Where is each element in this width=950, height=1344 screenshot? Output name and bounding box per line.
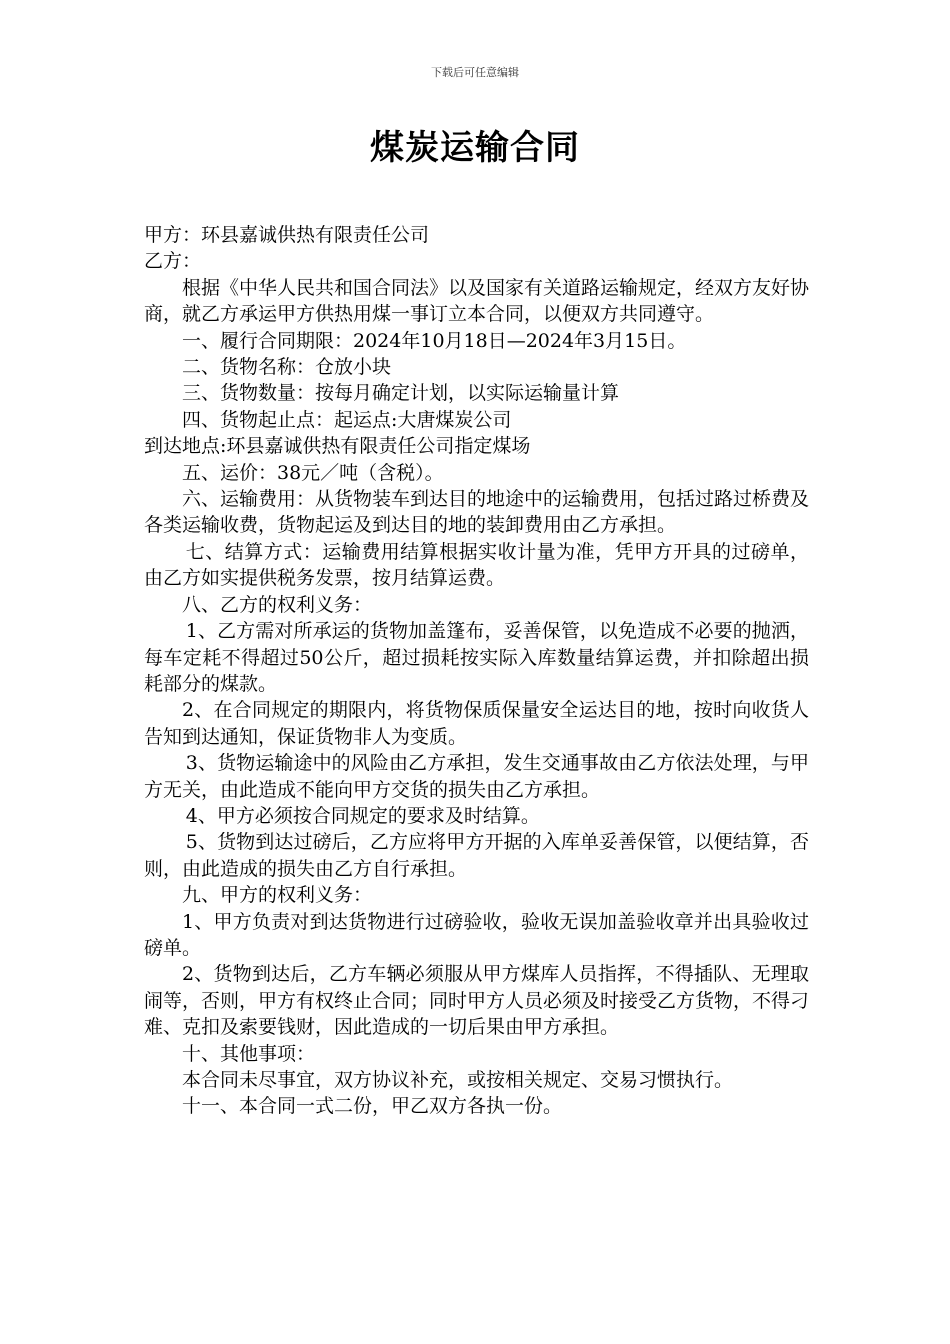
contract-body xyxy=(144,222,809,1120)
clause-5-price: 五、运价：38元／吨（含税）。 xyxy=(182,461,444,484)
clause-6-fees: 六、运输费用：从货物装车到达目的地途中的运输费用，包括过路过桥费及各类运输收费，货物起运及到达目的地的装卸费用由乙方承担。 xyxy=(144,488,810,537)
clause-4-destination: 到达地点:环县嘉诚供热有限责任公司指定煤场 xyxy=(144,435,531,458)
clause-9-item-1: 1、甲方负责对到达货物进行过磅验收，验收无误加盖验收章并出具验收过磅单。 xyxy=(144,910,809,959)
clause-3-quantity: 三、货物数量：按每月确定计划，以实际运输量计算 xyxy=(182,382,620,405)
document-title: 煤炭运输合同 xyxy=(370,128,580,168)
clause-8-item-2: 2、在合同规定的期限内，将货物保质保量安全运达目的地，按时向收货人告知到达通知，保证货物非人为变质。 xyxy=(144,699,809,748)
clause-2-goods-name: 二、货物名称：仓放小块 xyxy=(182,356,392,379)
clause-7-settlement: 七、结算方式：运输费用结算根据实收计量为准，凭甲方开具的过磅单，由乙方如实提供税务发票，按月结算运费。 xyxy=(144,540,809,590)
clause-9-heading: 九、甲方的权利义务： xyxy=(182,884,373,907)
clause-8-heading: 八、乙方的权利义务： xyxy=(182,593,373,616)
clause-10-text: 本合同未尽事宜，双方协议补充，或按相关规定、交易习惯执行。 xyxy=(182,1069,734,1091)
header-note: 下载后可任意编辑 xyxy=(431,66,519,79)
party-a: 甲方：环县嘉诚供热有限责任公司 xyxy=(144,224,430,246)
clause-9-item-2: 2、货物到达后，乙方车辆必须服从甲方煤库人员指挥，不得插队、无理取闹等，否则，甲方有权终止合同；同时甲方人员必须及时接受乙方货物，不得刁难、克扣及索要钱财，因此造成的一切后果由甲方承担。 xyxy=(144,963,810,1039)
clause-10-heading: 十、其他事项： xyxy=(182,1042,316,1065)
clause-1-term: 一、履行合同期限：2024年10月18日—2024年3月15日。 xyxy=(182,329,687,352)
intro-paragraph: 根据《中华人民共和国合同法》以及国家有关道路运输规定，经双方友好协商，就乙方承运甲方供热用煤一事订立本合同，以便双方共同遵守。 xyxy=(144,276,810,326)
clause-8-item-1: 1、乙方需对所承运的货物加盖篷布，妥善保管，以免造成不必要的抛洒，每车定耗不得超过50公斤，超过损耗按实际入库数量结算运费，并扣除超出损耗部分的煤款。 xyxy=(144,620,809,695)
clause-8-item-5: 5、货物到达过磅后，乙方应将甲方开据的入库单妥善保管，以便结算，否则，由此造成的损失由乙方自行承担。 xyxy=(144,831,809,880)
clause-4-origin: 四、货物起止点：起运点:大唐煤炭公司 xyxy=(182,408,512,431)
clause-11-copies: 十一、本合同一式二份，甲乙双方各执一份。 xyxy=(182,1095,563,1118)
clause-8-item-4: 4、甲方必须按合同规定的要求及时结算。 xyxy=(185,804,540,827)
clause-8-item-3: 3、货物运输途中的风险由乙方承担，发生交通事故由乙方依法处理，与甲方无关，由此造成不能向甲方交货的损失由乙方承担。 xyxy=(144,752,809,801)
party-b: 乙方： xyxy=(144,250,202,273)
